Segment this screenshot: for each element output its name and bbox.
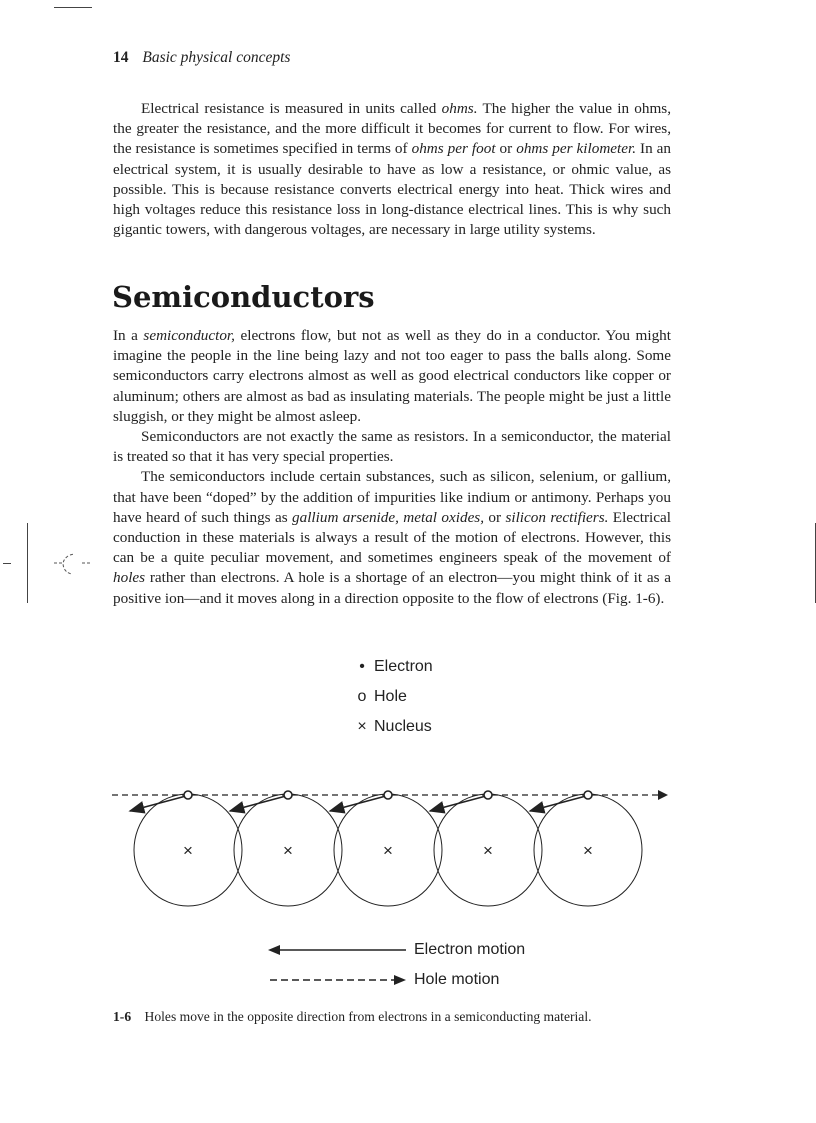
crop-mark	[54, 7, 92, 8]
nucleus-mark: ×	[583, 841, 593, 860]
electron-motion-label: Electron motion	[414, 941, 526, 958]
electron-jump-arrow	[430, 796, 486, 811]
semiconductor-paragraph-2: Semiconductors are not exactly the same as resistors. In a semiconductor, the material is treated so that it has very special properties.	[113, 428, 671, 466]
term-holes: holes	[113, 569, 146, 587]
legend-label: Hole	[374, 688, 407, 705]
nucleus-mark: ×	[483, 841, 493, 860]
term-ohms: ohms.	[441, 100, 478, 117]
figure-number: 1-6	[113, 1009, 132, 1024]
term-ohms-per-kilometer: ohms per kilometer.	[516, 140, 637, 158]
term-materials: gallium arsenide, metal oxides,	[292, 508, 485, 526]
hole-motion-arrowhead	[658, 790, 668, 800]
hole-circle-icon: o	[357, 688, 367, 705]
semiconductor-paragraph-1: In a semiconductor, electrons flow, but not as well as they do in a conductor. You might imagine the people in the line being lazy and not too eager to pass the balls along. Some semiconductors carry electrons almost as well as good electrical conductors like copper or aluminum; others are almost as bad as insulating materials. The people might be just a little sluggish, or they might be almost asleep.	[113, 327, 671, 425]
semiconductor-paragraph-3: The semiconductors include certain substances, such as silicon, selenium, or gallium, that have been “doped” by the addition of impurities like indium or antimony. Perhaps you have heard of such things as gallium arsenide, metal oxides, or silicon rectifiers. Electrical conduction in these materials is always a result of the motion of electrons. However, this can be a quite peculiar movement, and sometimes engineers speak of the movement of holes rather than electrons. A hole is a shortage of an electron—you might think of it as a positive ion—and it moves along in a direction opposite to the flow of electrons (Fig. 1-6).	[113, 468, 671, 607]
figure-caption-text: Holes move in the opposite direction from electrons in a semiconducting material.	[144, 1009, 592, 1024]
nucleus-mark: ×	[283, 841, 293, 860]
hole-marker	[184, 791, 192, 799]
figure-caption	[113, 1009, 592, 1025]
hole-marker	[484, 791, 492, 799]
hole-motion-legend	[268, 971, 499, 989]
electron-dot-icon: •	[359, 658, 365, 675]
solid-arrow-icon	[268, 944, 408, 956]
dashed-arrow-icon	[268, 974, 408, 986]
hole-motion-label: Hole motion	[414, 971, 500, 988]
chapter-title: Basic physical concepts	[142, 49, 291, 66]
resistance-section	[113, 99, 671, 240]
margin-dash	[3, 563, 11, 564]
running-head	[113, 49, 290, 67]
electron-jump-arrow	[130, 796, 186, 811]
hole-marker	[384, 791, 392, 799]
resistance-paragraph: Electrical resistance is measured in units called ohms. The higher the value in ohms, the greater the resistance, and the more difficult it becomes for current to flow. For wires, the resistance is sometimes specified in terms of ohms per foot or ohms per kilometer. In an electrical system, it is usually desirable to have as low a resistance, or ohmic value, as possible. This is because resistance converts electrical energy into heat. Thick wires and high voltages reduce this resistance loss in long-distance electrical lines. This is why such gigantic towers, with dangerous voltages, are necessary in large utility systems.	[113, 100, 672, 239]
nucleus-cross-icon: ×	[357, 718, 367, 735]
nucleus-mark: ×	[183, 841, 193, 860]
term-semiconductor: semiconductor,	[143, 327, 235, 344]
legend-label: Electron	[374, 658, 433, 675]
electron-motion-legend	[268, 941, 525, 959]
hole-marker	[584, 791, 592, 799]
term-ohms-per-foot: ohms per foot	[411, 140, 496, 158]
electron-jump-arrow	[330, 796, 386, 811]
semiconductors-section	[113, 326, 671, 609]
legend-label: Nucleus	[374, 718, 432, 735]
hole-marker	[284, 791, 292, 799]
nucleus-mark: ×	[383, 841, 393, 860]
electron-jump-arrow	[530, 796, 586, 811]
scan-artifact-mark	[52, 552, 92, 576]
margin-bar-left	[27, 523, 28, 603]
hole-motion-diagram	[100, 775, 680, 920]
legend-nucleus	[352, 718, 432, 736]
electron-jump-arrow	[230, 796, 286, 811]
section-heading: Semiconductors	[112, 280, 375, 314]
legend-electron	[352, 658, 433, 676]
page-number: 14	[113, 49, 129, 66]
term-silicon-rectifiers: silicon rectifiers.	[505, 508, 609, 526]
legend-hole	[352, 688, 407, 706]
